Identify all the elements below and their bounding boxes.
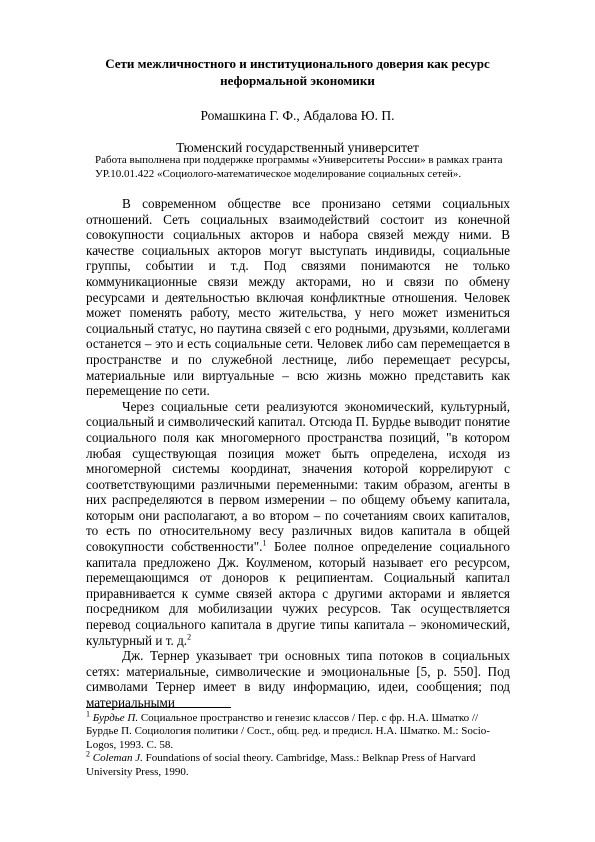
paragraph-2-part-b: Более полное определение социального капитала предложено Дж. Коулменом, который называет его ресурсом, перемещающимся от доноров к реципиентам. Социальный капитал приравнивается к сумме связей актора с другими акторами и является посредником для мобилизации чужих ресурсов. Так осуществляется перевод социального капитала в другие типы капитала – экономический, культурный и т. д. <box>86 539 511 648</box>
footnote-mark: 1 <box>86 709 90 719</box>
paragraph-1: В современном обществе все пронизано сетями социальных отношений. Сеть социальных взаимодействий состоит из конечной совокупности социальных акторов и набора связей между ними. В качестве социальных акторов могут выступать индивиды, социальные группы, событии и т.д. Под связями понимаются не только коммуникационные связи между акторами, но и связи по обмену ресурсами и деятельностью включая конфликтные отношения. Человек может поменять работу, место жительства, у него может измениться социальный статус, но паутина связей с его родными, друзьями, коллегами останется – это и есть социальные сети. Человек либо сам перемещается в пространстве и по служебной лестнице, либо перемещает ресурсы, материальные или виртуальные – всю жизнь можно представить как перемещение по сети. <box>86 196 510 399</box>
body-text <box>86 196 510 711</box>
author-affiliation: Тюменский государственный университет <box>176 140 419 155</box>
paper-title: Сети межличностного и институционального доверия как ресурс неформальной экономики <box>105 56 490 88</box>
footnotes <box>86 709 510 779</box>
footnote-1 <box>86 709 510 752</box>
paragraph-3: Дж. Тернер указывает три основных типа потоков в социальных сетях: материальные, символические и эмоциональные [5, p. 550]. Под символами Тернер имеет в виду информацию, идеи, сообщения; под материальными <box>86 648 510 710</box>
footnote-ref-1: 1 <box>262 538 267 548</box>
paragraph-2-part-a: Через социальные сети реализуются экономический, культурный, социальный и символический капитал. Отсюда П. Бурдье выводит понятие социального поля как многомерного пространства позиций, "в котором любая существующая позиция может быть определена, исходя из многомерной системы координат, значения которой коррелируют с соответствующими различными переменными: таким образом, агенты в них распределяются в первом измерении – по общему объему капитала, которым они располагают, а во втором – по сочетаниям своих капиталов, то есть по относительному весу различных видов капитала в общей совокупности собственности". <box>86 398 510 555</box>
paragraph-2 <box>86 399 510 649</box>
footnote-author: Coleman J. <box>92 752 143 765</box>
footnote-divider <box>86 707 231 708</box>
footnote-author: Бурдье П. <box>92 712 139 724</box>
grant-note: Работа выполнена при поддержке программы «Университеты России» в рамках гранта УР.10.01.422 «Социолого-математическое моделирование социальных сетей». <box>95 154 503 180</box>
footnote-2 <box>86 749 510 779</box>
footnote-text: Foundations of social theory. Cambridge, Mass.: Belknap Press of Harvard University Press, 1990. <box>86 752 476 778</box>
footnote-text: Социальное пространство и генезис классов / Пер. с фр. Н.А. Шматко // Бурдье П. Социология политики / Сост., общ. ред. и предисл. Н.А. Шматко. М.: Socio-Logos, 1993. С. 58. <box>86 712 490 751</box>
footnote-mark: 2 <box>86 749 90 759</box>
paper-authors: Ромашкина Г. Ф., Абдалова Ю. П. <box>200 108 395 123</box>
footnote-ref-2: 2 <box>187 632 192 642</box>
